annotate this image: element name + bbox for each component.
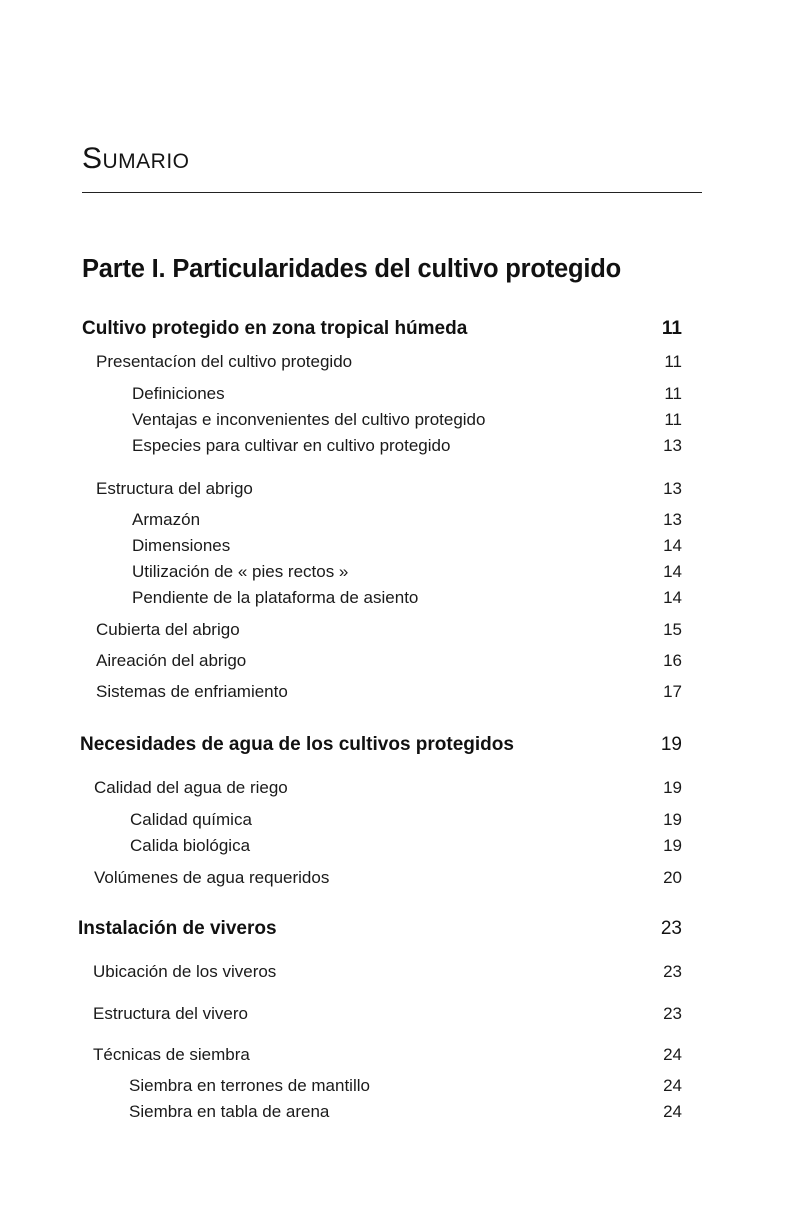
toc-entry xyxy=(0,352,800,380)
toc-entry-label: Calida biológica xyxy=(130,836,251,855)
toc-entry xyxy=(0,651,800,679)
toc-entry-label: Cultivo protegido en zona tropical húmeda xyxy=(82,318,468,339)
toc-entry-page: 11 xyxy=(661,318,682,339)
page-title-text: Sumario xyxy=(82,142,190,175)
toc-entry-page: 11 xyxy=(664,410,682,429)
toc-entry-page: 19 xyxy=(663,836,682,855)
toc-entry-page: 17 xyxy=(663,682,682,701)
toc-entry-page: 13 xyxy=(663,436,682,455)
part-heading: Parte I. Particularidades del cultivo protegido xyxy=(82,255,621,283)
toc-entry-label: Calidad del agua de riego xyxy=(94,778,288,797)
toc-entry-label: Técnicas de siembra xyxy=(93,1045,250,1064)
toc-entry-label: Siembra en tabla de arena xyxy=(129,1102,330,1121)
toc-entry xyxy=(0,962,800,990)
toc-entry xyxy=(0,620,800,648)
toc-entry xyxy=(0,1102,800,1130)
toc-entry-page: 19 xyxy=(660,734,682,755)
toc-entry-page: 11 xyxy=(664,352,682,371)
toc-entry-page: 14 xyxy=(663,562,682,581)
toc-entry-label: Aireación del abrigo xyxy=(96,651,247,670)
toc-entry xyxy=(0,682,800,710)
toc-entry xyxy=(0,734,800,762)
toc-entry xyxy=(0,588,800,616)
toc-entry-page: 20 xyxy=(663,868,682,887)
toc-entry-label: Dimensiones xyxy=(132,536,231,555)
toc-entry-label: Calidad química xyxy=(130,810,252,829)
toc-entry xyxy=(0,562,800,590)
toc-entry-page: 24 xyxy=(663,1045,682,1064)
toc-entry-label: Sistemas de enfriamiento xyxy=(96,682,288,701)
toc-entry-label: Utilización de « pies rectos » xyxy=(132,562,349,581)
toc-entry-page: 11 xyxy=(664,384,682,403)
toc-entry-label: Volúmenes de agua requeridos xyxy=(94,868,330,887)
toc-entry-page: 19 xyxy=(663,778,682,797)
toc-entry-page: 23 xyxy=(660,918,682,939)
toc-entry-label: Definiciones xyxy=(132,384,225,403)
toc-entry xyxy=(0,536,800,564)
toc-entry xyxy=(0,479,800,507)
toc-entry-page: 23 xyxy=(663,962,682,981)
toc-entry-label: Especies para cultivar en cultivo protegido xyxy=(132,436,451,455)
toc-entry-label: Presentacíon del cultivo protegido xyxy=(96,352,353,371)
toc-entry-page: 13 xyxy=(663,510,682,529)
toc-entry xyxy=(0,1004,800,1032)
toc-entry-page: 15 xyxy=(663,620,682,639)
toc-entry xyxy=(0,918,800,946)
toc-entry-label: Estructura del vivero xyxy=(93,1004,248,1023)
toc-entry-label: Ventajas e inconvenientes del cultivo protegido xyxy=(132,410,486,429)
toc-entry-label: Armazón xyxy=(132,510,201,529)
toc-entry-page: 24 xyxy=(663,1076,682,1095)
toc-entry xyxy=(0,384,800,412)
toc-entry-label: Necesidades de agua de los cultivos protegidos xyxy=(80,734,514,755)
toc-entry-page: 14 xyxy=(663,536,682,555)
toc-entry-label: Instalación de viveros xyxy=(78,918,277,939)
toc-entry-page: 16 xyxy=(663,651,682,670)
toc-entry xyxy=(0,810,800,838)
toc-entry-page: 13 xyxy=(663,479,682,498)
title-divider xyxy=(82,192,702,193)
toc-entry-page: 24 xyxy=(663,1102,682,1121)
toc-entry xyxy=(0,318,800,346)
toc-entry-page: 14 xyxy=(663,588,682,607)
toc-entry xyxy=(0,410,800,438)
toc-entry-label: Siembra en terrones de mantillo xyxy=(129,1076,370,1095)
toc-entry-label: Pendiente de la plataforma de asiento xyxy=(132,588,419,607)
toc-entry xyxy=(0,436,800,464)
toc-entry-page: 19 xyxy=(663,810,682,829)
toc-entry xyxy=(0,868,800,896)
toc-entry xyxy=(0,510,800,538)
toc-entry xyxy=(0,778,800,806)
toc-entry-label: Estructura del abrigo xyxy=(96,479,253,498)
toc-entry xyxy=(0,1045,800,1073)
toc-entry xyxy=(0,1076,800,1104)
toc-entry-page: 23 xyxy=(663,1004,682,1023)
toc-entry-label: Ubicación de los viveros xyxy=(93,962,277,981)
page-title xyxy=(82,142,190,176)
toc-entry xyxy=(0,836,800,864)
toc-entry-label: Cubierta del abrigo xyxy=(96,620,240,639)
